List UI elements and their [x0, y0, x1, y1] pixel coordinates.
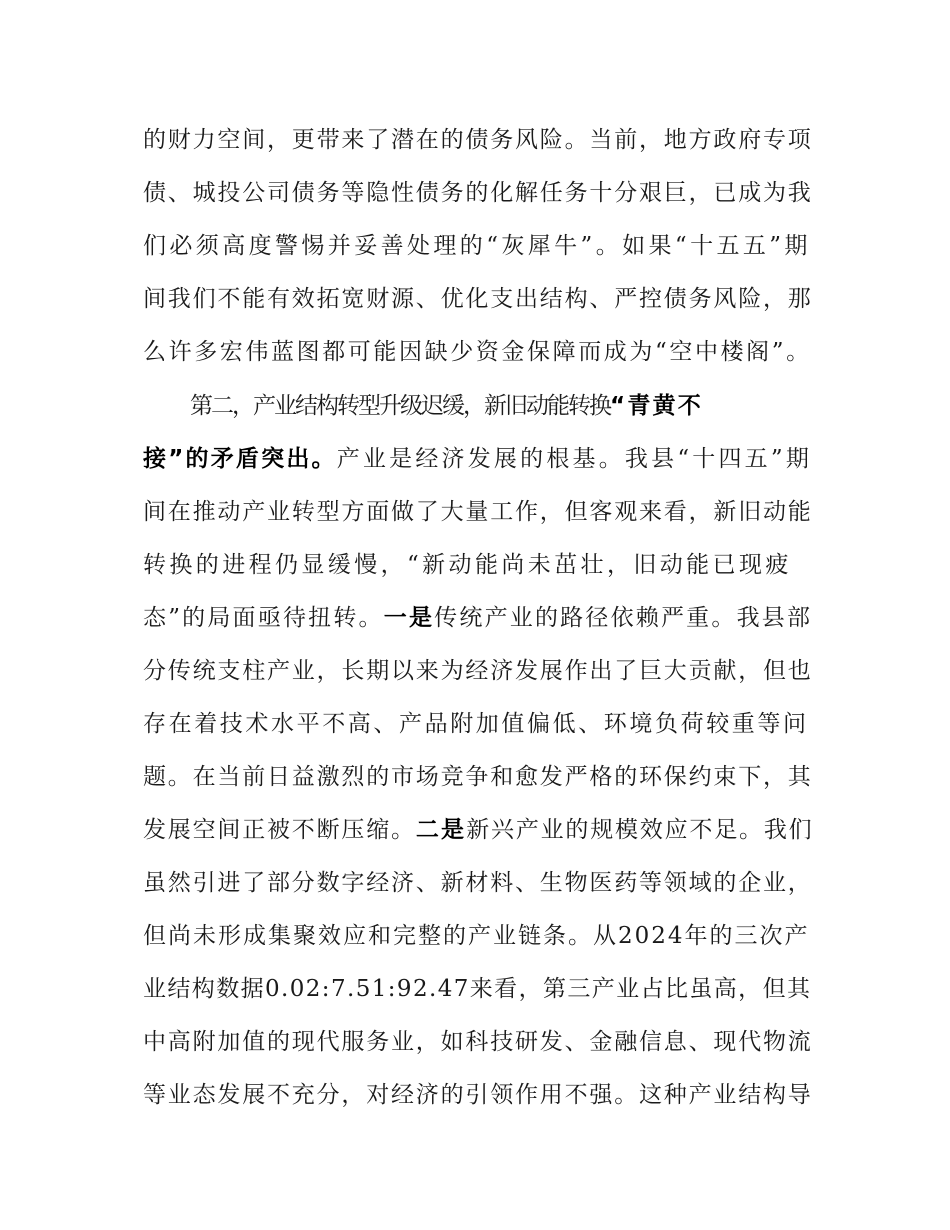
- text-line: 转换的进程仍显缓慢，“新动能尚未茁壮，旧动能已现疲: [143, 552, 792, 578]
- text-line: 们必须高度警惕并妥善处理的“灰犀牛”。如果“十五五”期: [143, 233, 811, 259]
- text-line: 间我们不能有效拓宽财源、优化支出结构、严控债务风险，那: [143, 286, 813, 312]
- text-line: 第二，产业结构转型升级迟缓，新旧动能转换“青黄不: [190, 393, 703, 419]
- text-line: 中高附加值的现代服务业，如科技研发、金融信息、现代物流: [143, 1029, 813, 1055]
- text-line: 间在推动产业转型方面做了大量工作，但客观来看，新旧动能: [143, 499, 813, 525]
- text-line: 业结构数据0.02:7.51:92.47来看，第三产业占比虽高，但其: [143, 976, 812, 1002]
- text-line: 等业态发展不充分，对经济的引领作用不强。这种产业结构导: [143, 1082, 813, 1108]
- text-line: 么许多宏伟蓝图都可能因缺少资金保障而成为“空中楼阁”。: [143, 339, 812, 365]
- text-line: 分传统支柱产业，长期以来为经济发展作出了巨大贡献，但也: [143, 658, 813, 684]
- emphasis-text: 接”的矛盾突出。: [143, 446, 337, 472]
- text-line: 但尚未形成集聚效应和完整的产业链条。从2024年的三次产: [143, 923, 810, 949]
- emphasis-text: 二是: [415, 817, 467, 843]
- text-line: 态”的局面亟待扭转。一是传统产业的路径依赖严重。我县部: [143, 605, 813, 631]
- text-line: 虽然引进了部分数字经济、新材料、生物医药等领域的企业，: [143, 870, 813, 896]
- text-line: 存在着技术水平不高、产品附加值偏低、环境负荷较重等问: [143, 711, 809, 737]
- text-line: 债、城投公司债务等隐性债务的化解任务十分艰巨，已成为我: [143, 180, 813, 206]
- text-line: 的财力空间，更带来了潜在的债务风险。当前，地方政府专项: [143, 127, 813, 153]
- emphasis-text: 一是: [383, 605, 435, 631]
- text-line: 题。在当前日益激烈的市场竞争和愈发严格的环保约束下，其: [143, 764, 813, 790]
- text-line: 接”的矛盾突出。产业是经济发展的根基。我县“十四五”期: [143, 446, 813, 472]
- emphasis-text: “青黄不: [610, 393, 703, 419]
- text-line: 发展空间正被不断压缩。二是新兴产业的规模效应不足。我们: [143, 817, 814, 843]
